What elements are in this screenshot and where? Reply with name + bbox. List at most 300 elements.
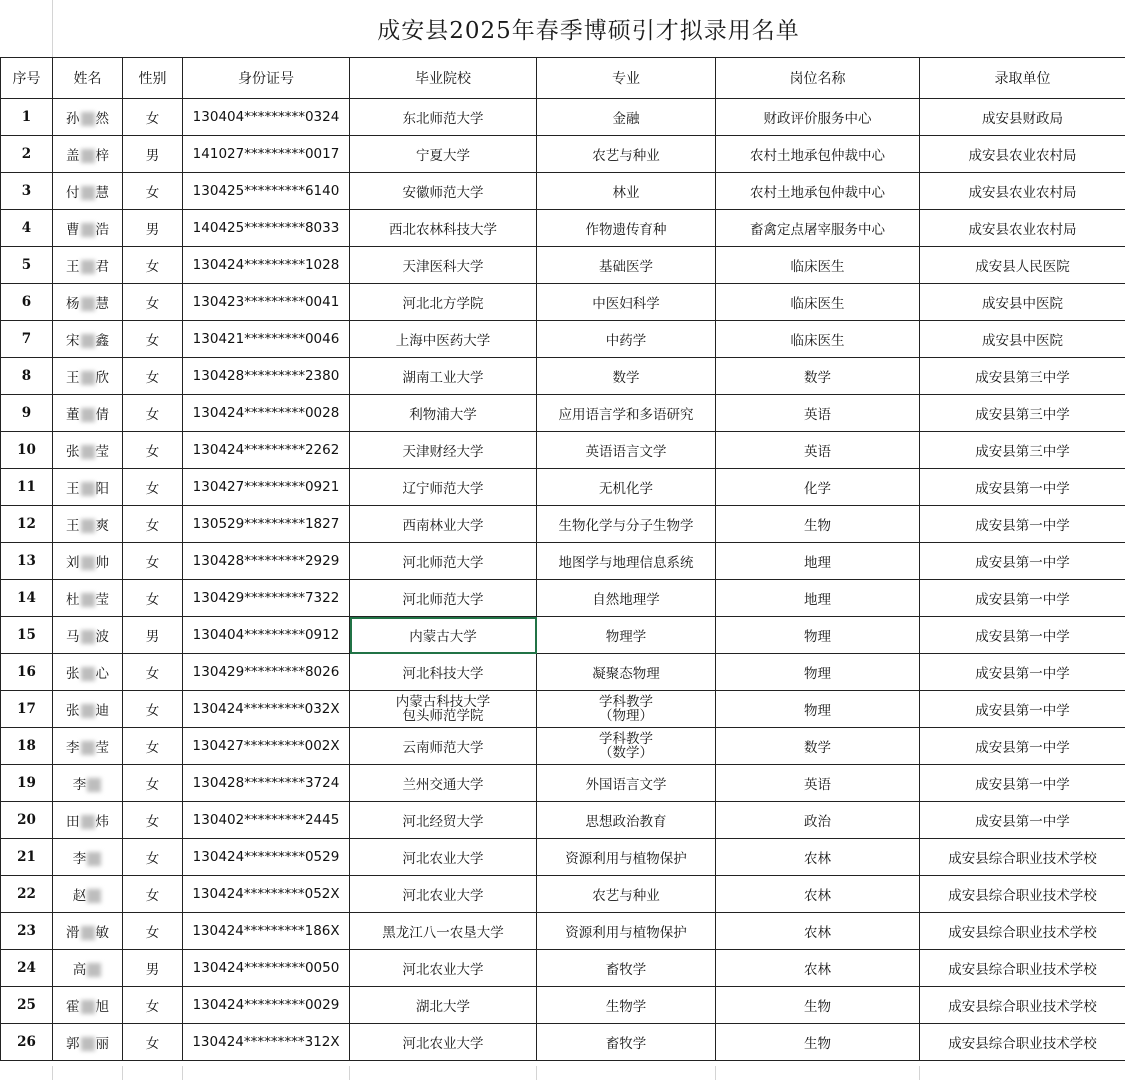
name-first-char: 田 — [66, 814, 80, 830]
cell-name[interactable] — [53, 765, 123, 802]
cell-school[interactable]: 河北农业大学 — [350, 876, 537, 913]
cell-school[interactable]: 天津医科大学 — [350, 247, 537, 284]
name-last-char: 倩 — [95, 407, 109, 423]
gridline — [182, 1066, 183, 1080]
cell-gender[interactable]: 女 — [123, 395, 183, 432]
cell-name[interactable] — [53, 432, 123, 469]
cell-major[interactable]: 无机化学 — [537, 469, 716, 506]
cell-unit[interactable]: 成安县第一中学 — [920, 765, 1125, 802]
name-first-char: 刘 — [66, 555, 80, 571]
cell-gender[interactable]: 女 — [123, 99, 183, 136]
cell-unit[interactable]: 成安县第一中学 — [920, 691, 1125, 728]
cell-unit[interactable]: 成安县农业农村局 — [920, 173, 1125, 210]
cell-post[interactable]: 物理 — [716, 691, 920, 728]
cell-seq[interactable]: 16 — [1, 654, 53, 691]
cell-name[interactable] — [53, 136, 123, 173]
cell-id-number[interactable]: 130424*********0050 — [183, 950, 350, 987]
cell-gender[interactable]: 女 — [123, 765, 183, 802]
cell-id-number[interactable]: 130425*********6140 — [183, 173, 350, 210]
cell-name[interactable] — [53, 210, 123, 247]
cell-unit[interactable]: 成安县财政局 — [920, 99, 1125, 136]
cell-name[interactable] — [53, 321, 123, 358]
redaction-blur — [81, 334, 95, 348]
name-last-char: 慧 — [95, 185, 109, 201]
redaction-blur — [81, 408, 95, 422]
cell-post[interactable]: 物理 — [716, 654, 920, 691]
cell-name[interactable] — [53, 617, 123, 654]
name-first-char: 孙 — [66, 111, 80, 127]
cell-major[interactable]: 林业 — [537, 173, 716, 210]
cell-post[interactable]: 政治 — [716, 802, 920, 839]
major-line: （物理） — [599, 708, 653, 724]
cell-seq[interactable]: 26 — [1, 1024, 53, 1061]
cell-seq[interactable]: 18 — [1, 728, 53, 765]
redaction-blur — [81, 297, 95, 311]
cell-seq[interactable]: 10 — [1, 432, 53, 469]
cell-unit[interactable]: 成安县人民医院 — [920, 247, 1125, 284]
table-row — [1, 1024, 1125, 1061]
cell-unit[interactable]: 成安县中医院 — [920, 284, 1125, 321]
cell-gender[interactable]: 女 — [123, 987, 183, 1024]
name-first-char: 李 — [72, 851, 87, 867]
cell-id-number[interactable]: 130424*********312X — [183, 1024, 350, 1061]
cell-post[interactable]: 生物 — [716, 987, 920, 1024]
redaction-blur — [81, 1037, 95, 1051]
cell-name[interactable] — [53, 247, 123, 284]
cell-gender[interactable]: 女 — [123, 432, 183, 469]
table-row — [1, 802, 1125, 839]
cell-id-number[interactable]: 130421*********0046 — [183, 321, 350, 358]
cell-school[interactable]: 河北师范大学 — [350, 543, 537, 580]
redaction-blur — [81, 593, 95, 607]
cell-unit[interactable]: 成安县第三中学 — [920, 432, 1125, 469]
cell-unit[interactable]: 成安县综合职业技术学校 — [920, 987, 1125, 1024]
name-first-char: 李 — [72, 777, 87, 793]
cell-school[interactable]: 安徽师范大学 — [350, 173, 537, 210]
cell-post[interactable]: 地理 — [716, 580, 920, 617]
cell-id-number[interactable]: 130404*********0912 — [183, 617, 350, 654]
name-last-char: 欣 — [95, 370, 109, 386]
cell-school[interactable]: 黑龙江八一农垦大学 — [350, 913, 537, 950]
cell-seq[interactable]: 15 — [1, 617, 53, 654]
table-row — [1, 506, 1125, 543]
cell-school[interactable]: 河北农业大学 — [350, 839, 537, 876]
cell-major[interactable]: 中医妇科学 — [537, 284, 716, 321]
cell-school[interactable]: 云南师范大学 — [350, 728, 537, 765]
cell-gender[interactable]: 男 — [123, 210, 183, 247]
cell-name[interactable] — [53, 173, 123, 210]
cell-seq[interactable]: 19 — [1, 765, 53, 802]
cell-name[interactable] — [53, 839, 123, 876]
cell-major[interactable]: 生物化学与分子生物学 — [537, 506, 716, 543]
cell-unit[interactable]: 成安县第一中学 — [920, 506, 1125, 543]
redaction-blur — [87, 963, 101, 977]
cell-unit[interactable]: 成安县第一中学 — [920, 728, 1125, 765]
cell-id-number[interactable]: 130424*********032X — [183, 691, 350, 728]
cell-name[interactable] — [53, 691, 123, 728]
table-row — [1, 284, 1125, 321]
cell-unit[interactable]: 成安县第三中学 — [920, 358, 1125, 395]
cell-id-number[interactable]: 130402*********2445 — [183, 802, 350, 839]
gridline — [536, 1066, 537, 1080]
cell-major[interactable]: 外国语言文学 — [537, 765, 716, 802]
cell-seq[interactable]: 23 — [1, 913, 53, 950]
cell-unit[interactable]: 成安县第三中学 — [920, 395, 1125, 432]
header-major[interactable]: 专业 — [537, 58, 716, 99]
cell-post[interactable]: 农村土地承包仲裁中心 — [716, 173, 920, 210]
cell-gender[interactable]: 女 — [123, 654, 183, 691]
redaction-blur — [81, 445, 95, 459]
table-row — [1, 987, 1125, 1024]
cell-name[interactable] — [53, 284, 123, 321]
name-first-char: 马 — [66, 629, 80, 645]
cell-seq[interactable]: 17 — [1, 691, 53, 728]
redaction-blur — [81, 186, 95, 200]
name-first-char: 赵 — [72, 888, 87, 904]
cell-gender[interactable]: 女 — [123, 691, 183, 728]
name-first-char: 张 — [66, 703, 80, 719]
cell-school[interactable]: 天津财经大学 — [350, 432, 537, 469]
table-row — [1, 543, 1125, 580]
cell-major[interactable]: 畜牧学 — [537, 950, 716, 987]
cell-id-number[interactable]: 141027*********0017 — [183, 136, 350, 173]
major-line: 学科教学 — [599, 731, 653, 747]
cell-unit[interactable]: 成安县第一中学 — [920, 617, 1125, 654]
cell-major[interactable]: 农艺与种业 — [537, 876, 716, 913]
cell-unit[interactable]: 成安县综合职业技术学校 — [920, 950, 1125, 987]
cell-unit[interactable]: 成安县综合职业技术学校 — [920, 876, 1125, 913]
cell-id-number[interactable]: 130424*********0028 — [183, 395, 350, 432]
name-first-char: 张 — [66, 666, 80, 682]
table-row — [1, 728, 1125, 765]
cell-gender[interactable]: 女 — [123, 839, 183, 876]
cell-post[interactable]: 农村土地承包仲裁中心 — [716, 136, 920, 173]
cell-id-number[interactable]: 130424*********186X — [183, 913, 350, 950]
name-last-char: 丽 — [95, 1036, 109, 1052]
cell-major[interactable]: 数学 — [537, 358, 716, 395]
cell-school[interactable]: 上海中医药大学 — [350, 321, 537, 358]
cell-seq[interactable]: 21 — [1, 839, 53, 876]
cell-post[interactable]: 临床医生 — [716, 321, 920, 358]
cell-gender[interactable]: 女 — [123, 173, 183, 210]
cell-id-number[interactable]: 130429*********7322 — [183, 580, 350, 617]
cell-gender[interactable]: 女 — [123, 321, 183, 358]
cell-name[interactable] — [53, 802, 123, 839]
cell-id-number[interactable]: 130423*********0041 — [183, 284, 350, 321]
name-last-char: 君 — [95, 259, 109, 275]
cell-seq[interactable]: 8 — [1, 358, 53, 395]
cell-major[interactable]: 应用语言学和多语研究 — [537, 395, 716, 432]
redaction-blur — [81, 482, 95, 496]
cell-seq[interactable]: 1 — [1, 99, 53, 136]
cell-major[interactable]: 思想政治教育 — [537, 802, 716, 839]
cell-name[interactable] — [53, 876, 123, 913]
cell-major[interactable]: 资源利用与植物保护 — [537, 913, 716, 950]
cell-id-number[interactable]: 130424*********0529 — [183, 839, 350, 876]
name-first-char: 杜 — [66, 592, 80, 608]
cell-school[interactable]: 河北农业大学 — [350, 1024, 537, 1061]
school-line: 包头师范学院 — [402, 708, 484, 724]
cell-name[interactable] — [53, 654, 123, 691]
cell-major[interactable]: 作物遗传育种 — [537, 210, 716, 247]
admission-table — [0, 57, 1125, 1061]
cell-name[interactable] — [53, 543, 123, 580]
cell-school[interactable]: 河北北方学院 — [350, 284, 537, 321]
cell-gender[interactable]: 女 — [123, 728, 183, 765]
cell-id-number[interactable]: 130427*********002X — [183, 728, 350, 765]
cell-major[interactable] — [537, 728, 716, 765]
cell-unit[interactable]: 成安县中医院 — [920, 321, 1125, 358]
cell-major[interactable]: 畜牧学 — [537, 1024, 716, 1061]
table-row — [1, 358, 1125, 395]
cell-seq[interactable]: 22 — [1, 876, 53, 913]
cell-post[interactable]: 临床医生 — [716, 284, 920, 321]
cell-seq[interactable]: 7 — [1, 321, 53, 358]
name-first-char: 王 — [66, 259, 80, 275]
cell-name[interactable] — [53, 728, 123, 765]
table-row — [1, 950, 1125, 987]
table-row — [1, 99, 1125, 136]
cell-school[interactable]: 河北经贸大学 — [350, 802, 537, 839]
header-unit[interactable]: 录取单位 — [920, 58, 1125, 99]
cell-post[interactable]: 农林 — [716, 950, 920, 987]
cell-school[interactable]: 河北农业大学 — [350, 950, 537, 987]
name-last-char: 阳 — [95, 481, 109, 497]
cell-major[interactable]: 凝聚态物理 — [537, 654, 716, 691]
cell-gender[interactable]: 女 — [123, 802, 183, 839]
table-row — [1, 617, 1125, 654]
cell-name[interactable] — [53, 395, 123, 432]
cell-id-number[interactable]: 130428*********2380 — [183, 358, 350, 395]
table-body — [1, 99, 1125, 1061]
cell-gender[interactable]: 女 — [123, 876, 183, 913]
name-first-char: 霍 — [66, 999, 80, 1015]
name-first-char: 李 — [66, 740, 80, 756]
cell-name[interactable] — [53, 1024, 123, 1061]
name-first-char: 杨 — [66, 296, 80, 312]
cell-post[interactable]: 数学 — [716, 358, 920, 395]
table-row — [1, 136, 1125, 173]
cell-name[interactable] — [53, 913, 123, 950]
cell-major[interactable]: 英语语言文学 — [537, 432, 716, 469]
cell-unit[interactable]: 成安县综合职业技术学校 — [920, 839, 1125, 876]
cell-name[interactable] — [53, 358, 123, 395]
cell-major[interactable]: 资源利用与植物保护 — [537, 839, 716, 876]
cell-major[interactable]: 自然地理学 — [537, 580, 716, 617]
cell-gender[interactable]: 女 — [123, 543, 183, 580]
cell-name[interactable] — [53, 580, 123, 617]
name-first-char: 付 — [66, 185, 80, 201]
header-gender[interactable]: 性别 — [123, 58, 183, 99]
name-last-char: 莹 — [95, 444, 109, 460]
cell-name[interactable] — [53, 469, 123, 506]
cell-name[interactable] — [53, 950, 123, 987]
cell-school[interactable]: 湖南工业大学 — [350, 358, 537, 395]
cell-id-number[interactable]: 130424*********1028 — [183, 247, 350, 284]
name-last-char: 波 — [95, 629, 109, 645]
cell-seq[interactable]: 3 — [1, 173, 53, 210]
cell-unit[interactable]: 成安县第一中学 — [920, 469, 1125, 506]
table-row — [1, 654, 1125, 691]
cell-id-number[interactable]: 130404*********0324 — [183, 99, 350, 136]
cell-seq[interactable]: 12 — [1, 506, 53, 543]
cell-unit[interactable]: 成安县第一中学 — [920, 543, 1125, 580]
cell-gender[interactable]: 女 — [123, 506, 183, 543]
redaction-blur — [81, 1000, 95, 1014]
table-row — [1, 432, 1125, 469]
cell-school[interactable]: 西南林业大学 — [350, 506, 537, 543]
name-first-char: 盖 — [66, 148, 80, 164]
cell-gender[interactable]: 男 — [123, 136, 183, 173]
cell-post[interactable]: 畜禽定点屠宰服务中心 — [716, 210, 920, 247]
cell-seq[interactable]: 11 — [1, 469, 53, 506]
cell-gender[interactable]: 女 — [123, 1024, 183, 1061]
cell-post[interactable]: 数学 — [716, 728, 920, 765]
redaction-blur — [87, 889, 101, 903]
cell-post[interactable]: 物理 — [716, 617, 920, 654]
table-row — [1, 913, 1125, 950]
cell-gender[interactable]: 女 — [123, 358, 183, 395]
header-post[interactable]: 岗位名称 — [716, 58, 920, 99]
table-row — [1, 247, 1125, 284]
cell-gender[interactable]: 女 — [123, 284, 183, 321]
cell-school[interactable]: 河北科技大学 — [350, 654, 537, 691]
cell-id-number[interactable]: 130427*********0921 — [183, 469, 350, 506]
cell-id-number[interactable]: 130428*********3724 — [183, 765, 350, 802]
cell-unit[interactable]: 成安县农业农村局 — [920, 136, 1125, 173]
cell-major[interactable]: 地图学与地理信息系统 — [537, 543, 716, 580]
cell-seq[interactable]: 4 — [1, 210, 53, 247]
page-title[interactable]: 成安县2025年春季博硕引才拟录用名单 — [377, 18, 800, 44]
cell-post[interactable]: 农林 — [716, 839, 920, 876]
cell-unit[interactable]: 成安县农业农村局 — [920, 210, 1125, 247]
cell-major[interactable]: 生物学 — [537, 987, 716, 1024]
cell-gender[interactable]: 女 — [123, 469, 183, 506]
cell-gender[interactable]: 女 — [123, 247, 183, 284]
name-last-char: 爽 — [95, 518, 109, 534]
cell-major[interactable]: 中药学 — [537, 321, 716, 358]
cell-gender[interactable]: 女 — [123, 580, 183, 617]
name-last-char: 然 — [95, 111, 109, 127]
cell-major[interactable]: 基础医学 — [537, 247, 716, 284]
cell-id-number[interactable]: 130424*********052X — [183, 876, 350, 913]
cell-gender[interactable]: 男 — [123, 617, 183, 654]
redaction-blur — [81, 519, 95, 533]
cell-id-number[interactable]: 130529*********1827 — [183, 506, 350, 543]
cell-post[interactable]: 财政评价服务中心 — [716, 99, 920, 136]
cell-school[interactable]: 辽宁师范大学 — [350, 469, 537, 506]
cell-seq[interactable]: 25 — [1, 987, 53, 1024]
cell-school[interactable]: 兰州交通大学 — [350, 765, 537, 802]
gridline — [919, 1066, 920, 1080]
cell-name[interactable] — [53, 99, 123, 136]
cell-id-number[interactable]: 130428*********2929 — [183, 543, 350, 580]
cell-gender[interactable]: 男 — [123, 950, 183, 987]
redaction-blur — [81, 260, 95, 274]
cell-post[interactable]: 临床医生 — [716, 247, 920, 284]
cell-post[interactable]: 英语 — [716, 432, 920, 469]
cell-seq[interactable]: 14 — [1, 580, 53, 617]
name-last-char: 帅 — [95, 555, 109, 571]
cell-name[interactable] — [53, 506, 123, 543]
school-line: 内蒙古科技大学 — [395, 694, 491, 710]
header-seq[interactable]: 序号 — [1, 58, 53, 99]
cell-school[interactable]: 内蒙古大学 — [350, 617, 537, 654]
cell-id-number[interactable]: 130424*********0029 — [183, 987, 350, 1024]
cell-unit[interactable]: 成安县第一中学 — [920, 654, 1125, 691]
major-line: （数学） — [599, 745, 653, 761]
cell-seq[interactable]: 20 — [1, 802, 53, 839]
gridline — [349, 1066, 350, 1080]
cell-seq[interactable]: 6 — [1, 284, 53, 321]
table-row — [1, 876, 1125, 913]
cell-id-number[interactable]: 140425*********8033 — [183, 210, 350, 247]
header-id-number[interactable]: 身份证号 — [183, 58, 350, 99]
cell-id-number[interactable]: 130429*********8026 — [183, 654, 350, 691]
name-first-char: 宋 — [66, 333, 80, 349]
table-row — [1, 210, 1125, 247]
cell-unit[interactable]: 成安县综合职业技术学校 — [920, 1024, 1125, 1061]
cell-post[interactable]: 生物 — [716, 1024, 920, 1061]
header-school[interactable]: 毕业院校 — [350, 58, 537, 99]
cell-school[interactable]: 湖北大学 — [350, 987, 537, 1024]
cell-id-number[interactable]: 130424*********2262 — [183, 432, 350, 469]
cell-seq[interactable]: 24 — [1, 950, 53, 987]
cell-school[interactable]: 宁夏大学 — [350, 136, 537, 173]
name-last-char: 鑫 — [95, 333, 109, 349]
cell-major[interactable]: 金融 — [537, 99, 716, 136]
cell-post[interactable]: 生物 — [716, 506, 920, 543]
redaction-blur — [81, 667, 95, 681]
table-row — [1, 469, 1125, 506]
name-first-char: 高 — [72, 962, 87, 978]
cell-unit[interactable]: 成安县第一中学 — [920, 580, 1125, 617]
name-last-char: 莹 — [95, 592, 109, 608]
cell-major[interactable]: 物理学 — [537, 617, 716, 654]
cell-seq[interactable]: 9 — [1, 395, 53, 432]
name-last-char: 心 — [95, 666, 109, 682]
name-first-char: 郭 — [66, 1036, 80, 1052]
cell-post[interactable]: 农林 — [716, 913, 920, 950]
name-last-char: 浩 — [95, 222, 109, 238]
cell-post[interactable]: 英语 — [716, 765, 920, 802]
cell-post[interactable]: 地理 — [716, 543, 920, 580]
cell-gender[interactable]: 女 — [123, 913, 183, 950]
cell-post[interactable]: 英语 — [716, 395, 920, 432]
cell-post[interactable]: 化学 — [716, 469, 920, 506]
header-row — [1, 58, 1125, 99]
cell-seq[interactable]: 13 — [1, 543, 53, 580]
header-name[interactable]: 姓名 — [53, 58, 123, 99]
name-first-char: 张 — [66, 444, 80, 460]
cell-name[interactable] — [53, 987, 123, 1024]
cell-unit[interactable]: 成安县综合职业技术学校 — [920, 913, 1125, 950]
cell-major[interactable] — [537, 691, 716, 728]
cell-school[interactable]: 东北师范大学 — [350, 99, 537, 136]
cell-school[interactable]: 利物浦大学 — [350, 395, 537, 432]
cell-school[interactable]: 西北农林科技大学 — [350, 210, 537, 247]
cell-seq[interactable]: 2 — [1, 136, 53, 173]
redaction-blur — [81, 556, 95, 570]
cell-major[interactable]: 农艺与种业 — [537, 136, 716, 173]
table-row — [1, 580, 1125, 617]
cell-seq[interactable]: 5 — [1, 247, 53, 284]
cell-post[interactable]: 农林 — [716, 876, 920, 913]
cell-unit[interactable]: 成安县第一中学 — [920, 802, 1125, 839]
cell-school[interactable] — [350, 691, 537, 728]
cell-school[interactable]: 河北师范大学 — [350, 580, 537, 617]
redaction-blur — [81, 630, 95, 644]
